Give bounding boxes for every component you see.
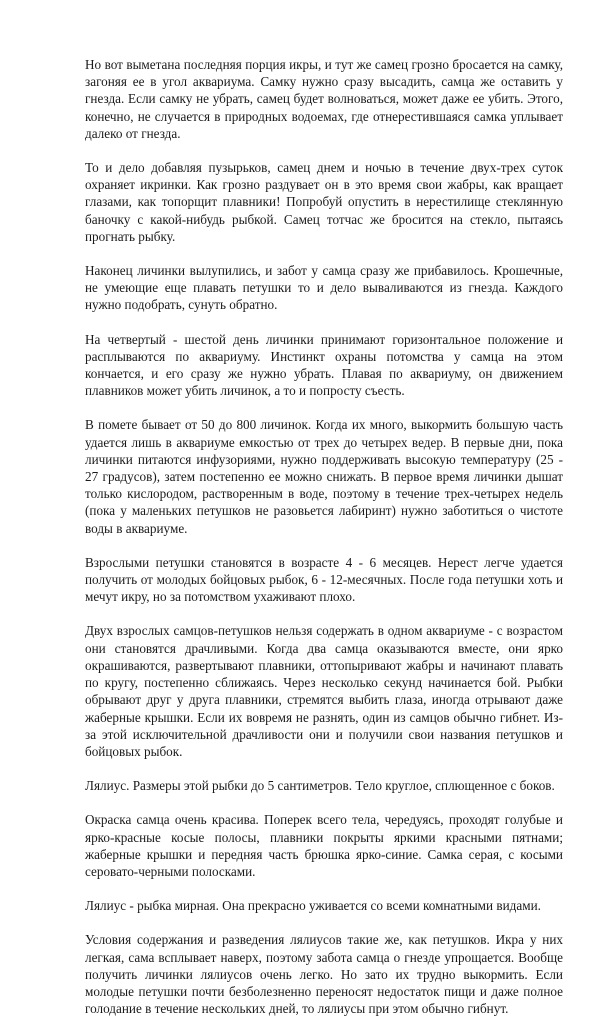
paragraph-lalius-coloration: Окраска самца очень красива. Поперек всего тела, чередуясь, проходят голубые и ярко-красные косые полосы, плавники покрыты яркими красными пятнами; жаберные крышки и передняя часть брюшка ярко-синие. Самка серая, с косыми серовато-черными полосками. [85, 812, 563, 879]
paragraph-larvae-swim: На четвертый - шестой день личинки принимают горизонтальное положение и расплываются по аквариуму. Инстинкт охраны потомства у самца на этом кончается, и его сразу же нужно убрать. Плавая по аквариуму, он движением плавников может убить личинок, а то и попросту съесть. [85, 331, 563, 399]
paragraph-adulthood: Взрослыми петушки становятся в возрасте 4 - 6 месяцев. Нерест легче удается получить от молодых бойцовых рыбок, 6 - 12-месячных. После года петушки хоть и мечут икру, но за потомством ухаживают плохо. [85, 554, 563, 605]
paragraph-male-chases-female: Но вот выметана последняя порция икры, и тут же самец грозно бросается на самку, загоняя ее в угол аквариума. Самку нужно сразу высадить, самца же оставить у гнезда. Если самку не убрать, самец будет волноваться, может даже ее убить. Этого, конечно, не случается в природных водоемах, где отнерестившаяся самка уплывает далеко от гнезда. [85, 57, 563, 141]
paragraph-lalius-breeding: Условия содержания и разведения лялиусов такие же, как петушков. Икра у них легкая, сама всплывает наверх, поэтому забота самца о гнезде упрощается. Вообще получить личинки лялиусов очень легко. Но зато их трудно выкормить. Если молодые петушки почти безболезненно переносят недостаток пищи и даже полное голодание в течение нескольких дней, то лялиусы при этом обычно гибнут. [85, 932, 563, 1017]
paragraph-male-guards-eggs: То и дело добавляя пузырьков, самец днем и ночью в течение двух-трех суток охраняет икринки. Как грозно раздувает он в это время свои жабры, как вращает глазами, как топорщит плавники! Попробуй опустить в нерестилище стеклянную баночку с какой-нибудь рыбкой. Самец тотчас же бросится на стекло, пытаясь прогнать рыбку. [85, 160, 563, 244]
paragraph-male-fights: Двух взрослых самцов-петушков нельзя содержать в одном аквариуме - с возрастом они становятся драчливыми. Когда два самца оказываются вместе, они ярко окрашиваются, развертывают плавники, оттопыривают жабры и начинают плавать по кругу, постепенно сближаясь. Через несколько секунд начинается бой. Рыбки обрывают друг у друга плавники, стремятся выбить глаза, иногда отрывают даже жаберные крышки. Если их вовремя не разнять, один из самцов обычно гибнет. Из-за этой исключительной драчливости они и получили свои названия петушков и бойцовых рыбок. [85, 623, 563, 759]
paragraph-lalius-peaceful: Лялиус - рыбка мирная. Она прекрасно уживается со всеми комнатными видами. [85, 898, 541, 914]
document-page [85, 56, 563, 1034]
paragraph-lalius-size: Лялиус. Размеры этой рыбки до 5 сантиметров. Тело круглое, сплющенное с боков. [85, 778, 555, 794]
paragraph-larvae-hatched: Наконец личинки вылупились, и забот у самца сразу же прибавилось. Крошечные, не умеющие еще плавать петушки то и дело вываливаются из гнезда. Каждого нужно подобрать, сунуть обратно. [85, 263, 563, 313]
paragraph-brood-feeding: В помете бывает от 50 до 800 личинок. Когда их много, выкормить большую часть удается лишь в аквариуме емкостью от трех до четырех ведер. В первые дни, пока личинки питаются инфузориями, нужно поддерживать высокую температуру (25 - 27 градусов), затем постепенно ее можно снижать. В первое время личинки дышат только кислородом, растворенным в воде, поэтому в течение трех-четырех недель (пока у маленьких петушков не разовьется лабиринт) нужно заботиться о чистоте воды в аквариуме. [85, 417, 563, 536]
